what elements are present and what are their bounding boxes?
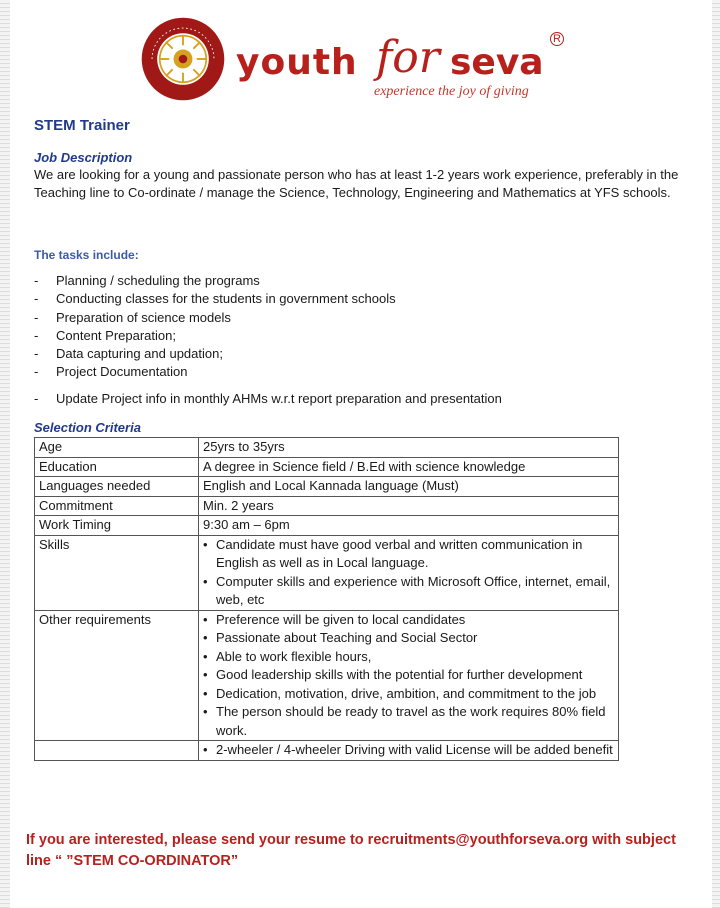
criteria-value: Min. 2 years	[199, 496, 619, 516]
task-item: - Update Project info in monthly AHMs w.r.t report preparation and presentation	[34, 390, 684, 408]
table-row	[35, 610, 619, 741]
apply-instructions: If you are interested, please send your resume to recruitments@youthforseva.org with subject line “ ”STEM CO-ORDINATOR”	[26, 832, 676, 869]
wordmark-for: for	[376, 32, 440, 83]
tasks-heading: The tasks include:	[34, 248, 139, 262]
criteria-value: A degree in Science field / B.Ed with science knowledge	[199, 457, 619, 477]
seal-logo-icon	[140, 16, 226, 102]
criteria-label: Age	[35, 438, 199, 458]
criteria-value	[199, 535, 619, 610]
requirement-item: • Passionate about Teaching and Social Sector	[203, 629, 614, 648]
table-row	[35, 741, 619, 761]
criteria-value	[199, 610, 619, 741]
skill-item: • Candidate must have good verbal and written communication in English as well as in Local language.	[203, 536, 614, 573]
wordmark-youth: youth	[236, 42, 358, 83]
tasks-list	[34, 272, 684, 408]
logo-header	[140, 8, 580, 108]
wordmark-seva: seva	[450, 42, 544, 83]
criteria-label: Languages needed	[35, 477, 199, 497]
task-item: - Project Documentation	[34, 363, 684, 381]
page-edge-left	[0, 0, 10, 908]
task-item: - Data capturing and updation;	[34, 345, 684, 363]
task-item: - Content Preparation;	[34, 327, 684, 345]
table-row	[35, 535, 619, 610]
job-description-text: We are looking for a young and passionate person who has at least 1-2 years work experience, preferably in the Teaching line to Co-ordinate / manage the Science, Technology, Engineering and Mathematics at YFS schools.	[34, 167, 679, 200]
criteria-label: Work Timing	[35, 516, 199, 536]
requirement-item: • The person should be ready to travel as the work requires 80% field work.	[203, 703, 614, 740]
criteria-label	[35, 741, 199, 761]
extra-benefit-list	[203, 741, 614, 760]
task-item: - Preparation of science models	[34, 309, 684, 327]
job-description-heading: Job Description	[34, 150, 133, 165]
criteria-value: 9:30 am – 6pm	[199, 516, 619, 536]
requirement-item: • Good leadership skills with the potential for further development	[203, 666, 614, 685]
task-item: - Conducting classes for the students in government schools	[34, 290, 684, 308]
criteria-label: Commitment	[35, 496, 199, 516]
job-title: STEM Trainer	[34, 117, 130, 134]
requirement-item: • Preference will be given to local candidates	[203, 611, 614, 630]
criteria-value: English and Local Kannada language (Must)	[199, 477, 619, 497]
requirement-item: • Dedication, motivation, drive, ambition, and commitment to the job	[203, 685, 614, 704]
table-row	[35, 496, 619, 516]
page-edge-right	[712, 0, 720, 908]
skill-item: • Computer skills and experience with Microsoft Office, internet, email, web, etc	[203, 573, 614, 610]
table-row	[35, 477, 619, 497]
criteria-label: Education	[35, 457, 199, 477]
table-row	[35, 457, 619, 477]
tagline: experience the joy of giving	[374, 84, 529, 99]
criteria-value	[199, 741, 619, 761]
requirement-item: • 2-wheeler / 4-wheeler Driving with valid License will be added benefit	[203, 741, 614, 760]
selection-criteria-table	[34, 437, 619, 761]
registered-mark-icon: R	[550, 32, 564, 46]
other-requirements-list	[203, 611, 614, 741]
selection-criteria-heading: Selection Criteria	[34, 420, 141, 435]
task-item: - Planning / scheduling the programs	[34, 272, 684, 290]
requirement-item: • Able to work flexible hours,	[203, 648, 614, 667]
table-row	[35, 516, 619, 536]
criteria-label: Skills	[35, 535, 199, 610]
table-row	[35, 438, 619, 458]
skills-list	[203, 536, 614, 610]
criteria-value: 25yrs to 35yrs	[199, 438, 619, 458]
criteria-label: Other requirements	[35, 610, 199, 741]
